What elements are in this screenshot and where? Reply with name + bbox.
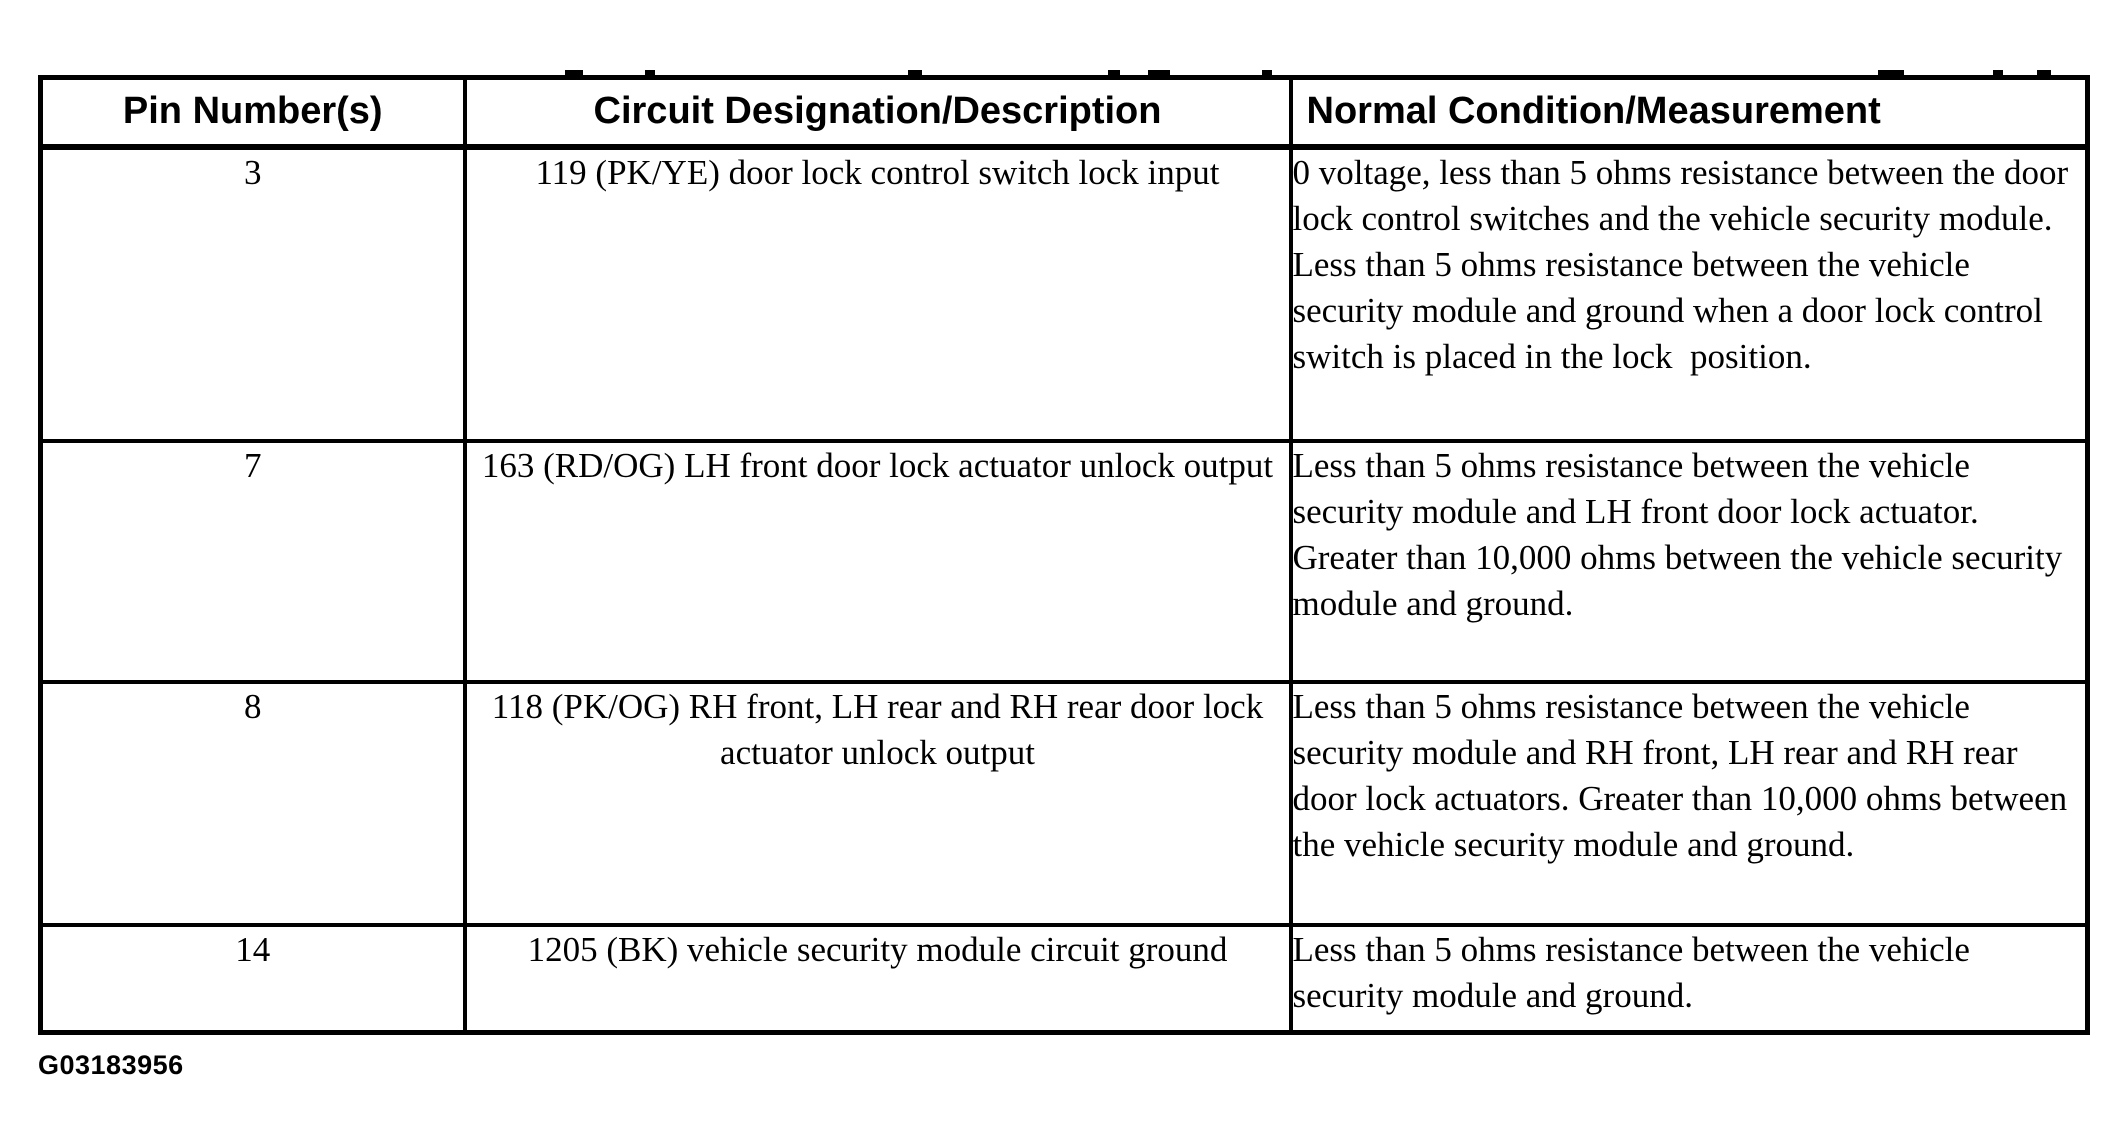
figure-id-label: G03183956 xyxy=(38,1050,184,1080)
normal-condition-cell: 0 voltage, less than 5 ohms resistance between the door lock control switches and the vehicle security module. Less than 5 ohms resistance between the vehicle security module and ground when a door lock control switch is placed in the lock position. xyxy=(1291,147,2088,441)
circuit-description-cell: 1205 (BK) vehicle security module circuit ground xyxy=(465,925,1291,1033)
column-header-normal-condition: Normal Condition/Measurement xyxy=(1291,78,2088,148)
column-header-pin-numbers: Pin Number(s) xyxy=(41,78,465,148)
table-row xyxy=(41,682,2088,925)
pin-number-cell: 8 xyxy=(41,682,465,925)
table-row xyxy=(41,925,2088,1033)
pin-number-cell: 7 xyxy=(41,441,465,682)
table-row xyxy=(41,441,2088,682)
circuit-description-cell: 163 (RD/OG) LH front door lock actuator unlock output xyxy=(465,441,1291,682)
circuit-description-cell: 119 (PK/YE) door lock control switch lock input xyxy=(465,147,1291,441)
circuit-description-cell: 118 (PK/OG) RH front, LH rear and RH rear door lock actuator unlock output xyxy=(465,682,1291,925)
normal-condition-cell: Less than 5 ohms resistance between the vehicle security module and ground. xyxy=(1291,925,2088,1033)
pin-condition-table xyxy=(38,75,2090,1035)
normal-condition-cell: Less than 5 ohms resistance between the vehicle security module and RH front, LH rear and RH rear door lock actuators. Greater than 10,000 ohms between the vehicle security module and ground. xyxy=(1291,682,2088,925)
table-row xyxy=(41,147,2088,441)
pin-number-cell: 3 xyxy=(41,147,465,441)
table-header-row xyxy=(41,78,2088,148)
pin-number-cell: 14 xyxy=(41,925,465,1033)
column-header-circuit-designation: Circuit Designation/Description xyxy=(465,78,1291,148)
normal-condition-cell: Less than 5 ohms resistance between the vehicle security module and LH front door lock actuator. Greater than 10,000 ohms between the vehicle security module and ground. xyxy=(1291,441,2088,682)
